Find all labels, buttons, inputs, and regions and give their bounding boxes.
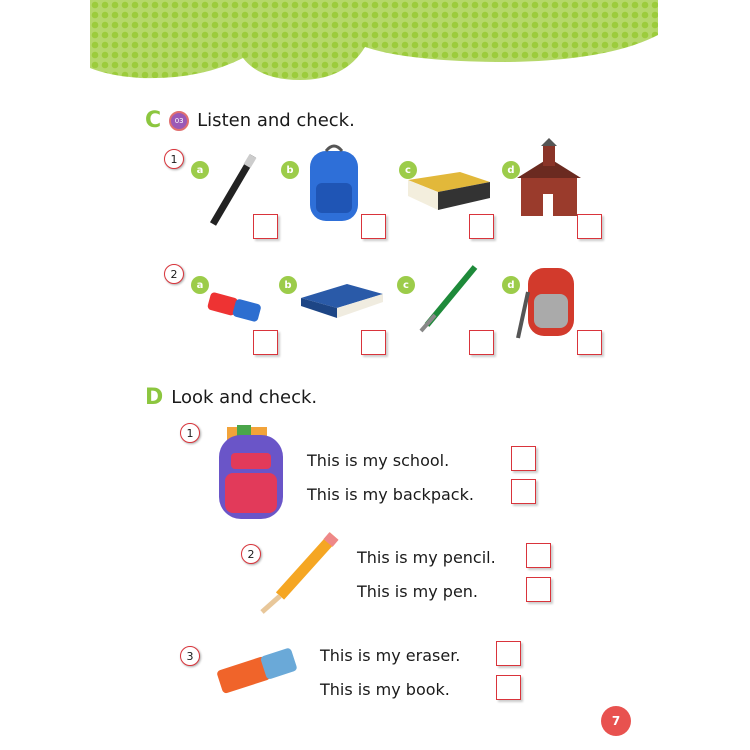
backpack-illustration [213,423,288,521]
section-d-title [145,385,317,410]
instruction: Listen and check. [197,110,355,131]
checkbox-2a[interactable] [253,330,278,355]
item-number: 2 [241,544,261,564]
header-banner [90,0,658,90]
row-number: 2 [164,264,184,284]
pen-image [415,263,480,335]
checkbox-1d[interactable] [577,214,602,239]
checkbox-d2-pen[interactable] [526,577,551,602]
pencil-image [205,152,260,227]
sentence-option: This is my book. [320,680,450,699]
option-letter: c [399,161,417,179]
eraser-illustration [212,643,300,699]
school-image [513,138,583,220]
section-letter: D [145,385,164,410]
section-letter: C [145,108,162,133]
checkbox-d3-eraser[interactable] [496,641,521,666]
section-c-title [145,108,355,133]
option-letter: a [191,276,209,294]
checkbox-2d[interactable] [577,330,602,355]
book-image [297,280,385,324]
item-number: 1 [180,423,200,443]
option-letter: b [281,161,299,179]
sentence-option: This is my pen. [357,582,479,601]
instruction: Look and check. [171,387,318,408]
option-letter: d [502,161,520,179]
page-number: 7 [601,706,631,736]
sentence-option: This is my school. [307,451,450,470]
eraser-image [204,290,264,326]
row-number: 1 [164,149,184,169]
checkbox-d1-school[interactable] [511,446,536,471]
checkbox-2b[interactable] [361,330,386,355]
option-letter: c [397,276,415,294]
sentence-option: This is my backpack. [307,485,474,504]
checkbox-d2-pencil[interactable] [526,543,551,568]
item-number: 3 [180,646,200,666]
checkbox-1c[interactable] [469,214,494,239]
checkbox-d3-book[interactable] [496,675,521,700]
option-letter: d [502,276,520,294]
checkbox-1b[interactable] [361,214,386,239]
option-letter: b [279,276,297,294]
checkbox-d1-backpack[interactable] [511,479,536,504]
book-image [404,168,492,214]
option-letter: a [191,161,209,179]
checkbox-2c[interactable] [469,330,494,355]
sentence-option: This is my pencil. [357,548,496,567]
backpack-image [300,143,365,223]
sentence-option: This is my eraser. [320,646,461,665]
checkbox-1a[interactable] [253,214,278,239]
pencil-illustration [258,530,342,614]
audio-track-icon[interactable]: 03 [169,111,189,131]
